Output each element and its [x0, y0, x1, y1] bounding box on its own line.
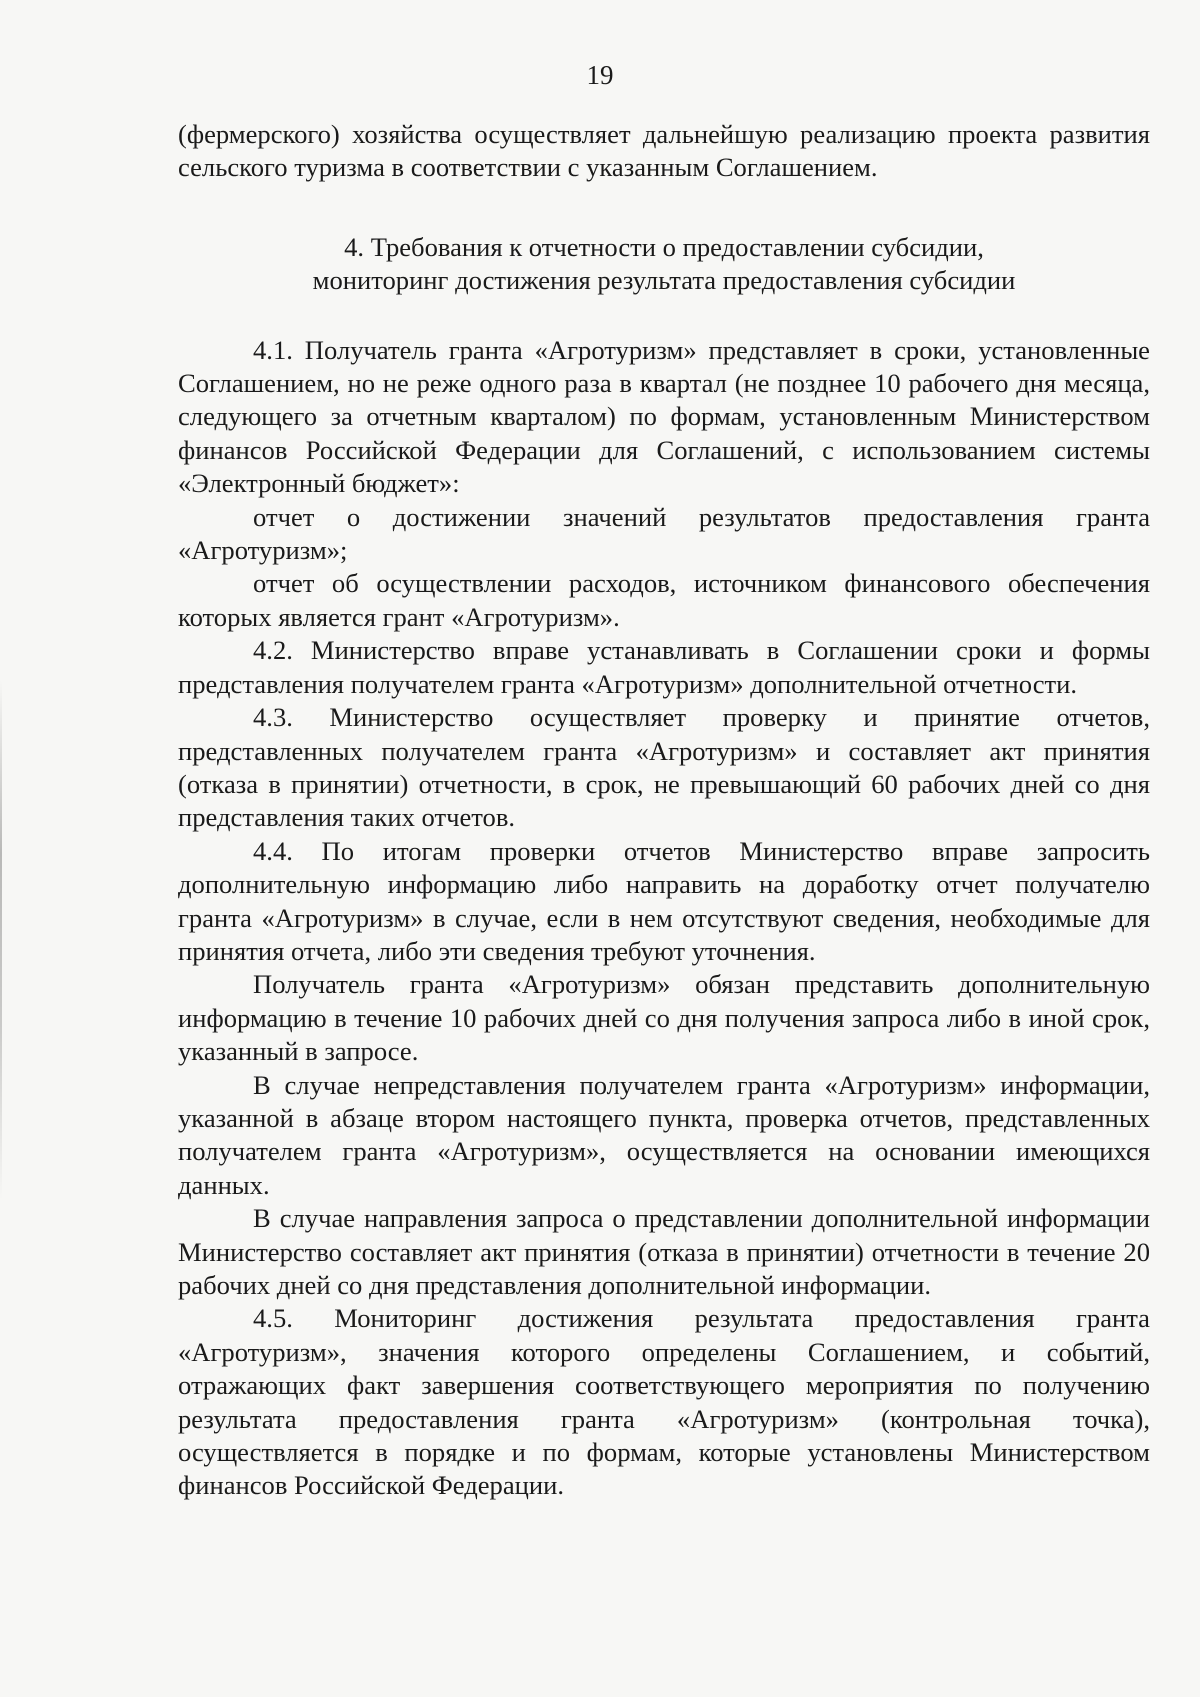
intro-paragraph: (фермерского) хозяйства осуществляет дальнейшую реализацию проекта развития сельского туризма в соответствии с указанным Соглашением.: [178, 119, 1150, 183]
paragraph-4-4: 4.4. По итогам проверки отчетов Министерство вправе запросить дополнительную информацию либо направить на доработку отчет получателю гранта «Агротуризм» в случае, если в нем отсутствуют сведения, необходимые для принятия отчета, либо эти сведения требуют уточнения.: [178, 835, 1150, 966]
paragraph-4-3: 4.3. Министерство осуществляет проверку и принятие отчетов, представленных получателем гранта «Агротуризм» и составляет акт принятия (отказа в принятии) отчетности, в срок, не превышающий 60 рабочих дней со дня представления таких отчетов.: [178, 702, 1150, 833]
document-body: [178, 118, 1150, 1503]
paragraph-report-results: отчет о достижении значений результатов предоставления гранта «Агротуризм»;: [178, 501, 1150, 566]
section-heading: [178, 231, 1150, 298]
paragraph-4-5: 4.5. Мониторинг достижения результата предоставления гранта «Агротуризм», значения которого определены Соглашением, и событий, отражающих факт завершения соответствующего мероприятия по получению результата предоставления гранта «Агротуризм» (контрольная точка), осуществляется в порядке и по формам, которые установлены Министерством финансов Российской Федерации.: [178, 1303, 1150, 1501]
section-heading-line-1: 4. Требования к отчетности о предоставлении субсидии,: [344, 231, 984, 262]
paragraph-4-1: 4.1. Получатель гранта «Агротуризм» представляет в сроки, установленные Соглашением, но не реже одного раза в квартал (не позднее 10 рабочего дня месяца, следующего за отчетным кварталом) по формам, установленным Министерством финансов Российской Федерации для Соглашений, с использованием системы «Электронный бюджет»:: [178, 334, 1150, 499]
scan-edge-shadow: [0, 680, 2, 1200]
section-heading-line-2: мониторинг достижения результата предоставления субсидии: [312, 265, 1016, 296]
paragraph-4-2: 4.2. Министерство вправе устанавливать в Соглашении сроки и формы представления получателем гранта «Агротуризм» дополнительной отчетности.: [178, 635, 1150, 699]
paragraph-request-case: В случае направления запроса о представлении дополнительной информации Министерство составляет акт принятия (отказа в принятии) отчетности в течение 20 рабочих дней со дня представления дополнительной информации.: [178, 1203, 1150, 1300]
paragraph-additional-info: Получатель гранта «Агротуризм» обязан представить дополнительную информацию в течение 10 рабочих дней со дня получения запроса либо в иной срок, указанный в запросе.: [178, 969, 1150, 1067]
page-number: 19: [586, 60, 614, 90]
paragraph-report-expenses: отчет об осуществлении расходов, источником финансового обеспечения которых является грант «Агротуризм».: [178, 568, 1150, 632]
paragraph-non-submission: В случае непредставления получателем гранта «Агротуризм» информации, указанной в абзаце втором настоящего пункта, проверка отчетов, представленных получателем гранта «Агротуризм», осуществляется на основании имеющихся данных.: [178, 1069, 1150, 1200]
